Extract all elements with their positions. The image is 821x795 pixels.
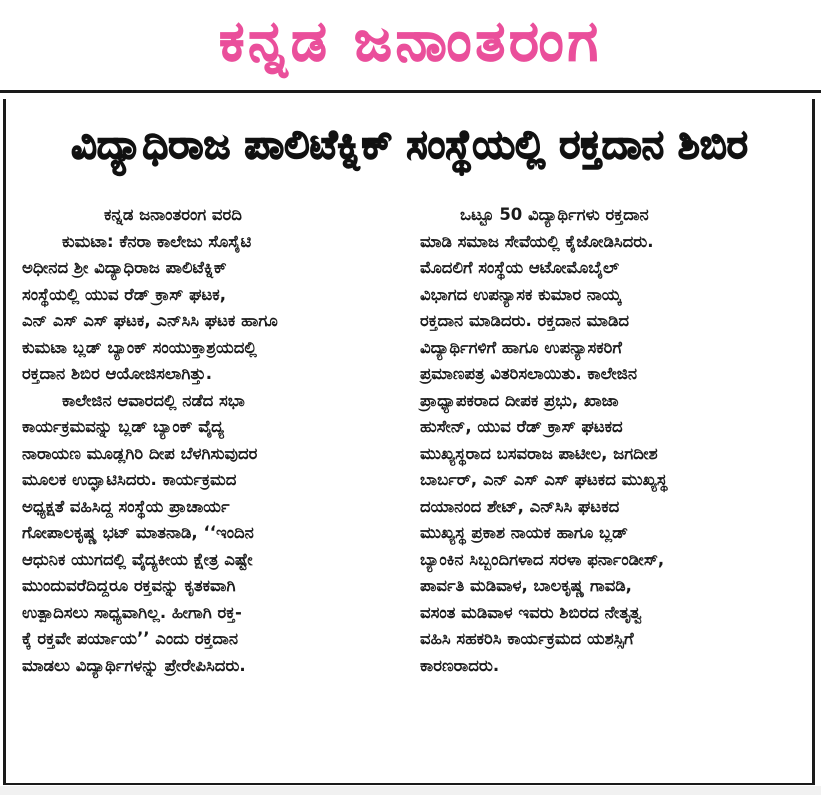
article-line: ಬಾರ್ಬರ್, ಎನ್ ಎಸ್ ಎಸ್ ಘಟಕದ ಮುಖ್ಯಸ್ಥ — [420, 470, 668, 489]
article-line: ಕುಮಟಾ ಬ್ಲಡ್ ಬ್ಯಾಂಕ್ ಸಂಯುಕ್ತಾಶ್ರಯದಲ್ಲಿ — [22, 337, 257, 357]
article-line: ಉತ್ಪಾದಿಸಲು ಸಾಧ್ಯವಾಗಿಲ್ಲ. ಹೀಗಾಗಿ ರಕ್ತ- — [22, 602, 242, 622]
article-line: ಎನ್ ಎಸ್ ಎಸ್ ಘಟಕ, ಎನ್‌ಸಿಸಿ ಘಟಕ ಹಾಗೂ — [22, 311, 278, 330]
article-line: ಪ್ರಾಧ್ಯಾಪಕರಾದ ದೀಪಕ ಪ್ರಭು, ಖಾಜಾ — [420, 390, 619, 410]
article-line: ಮುಖ್ಯಸ್ಥ ಪ್ರಕಾಶ ನಾಯಕ ಹಾಗೂ ಬ್ಲಡ್ — [420, 523, 629, 542]
article-line: ಕುಮಟಾ: ಕೆನರಾ ಕಾಲೇಜು ಸೊಸೈಟಿ — [62, 231, 252, 251]
article-line: ದಯಾನಂದ ಶೇಟ್, ಎನ್‌ಸಿಸಿ ಘಟಕದ — [420, 496, 620, 516]
article-byline: ಕನ್ನಡ ಜನಾಂತರಂಗ ವರದಿ — [104, 205, 242, 224]
article-line: ಕಾರ್ಯಕ್ರಮವನ್ನು ಬ್ಲಡ್ ಬ್ಯಾಂಕ್ ವೈದ್ಯ — [22, 417, 225, 436]
article-line: ವಿಭಾಗದ ಉಪನ್ಯಾಸಕ ಕುಮಾರ ನಾಯ್ಕ — [420, 284, 622, 304]
masthead-rule — [0, 90, 821, 93]
article-line: ಹುಸೇನ್, ಯುವ ರೆಡ್ ಕ್ರಾಸ್ ಘಟಕದ — [420, 417, 623, 436]
article-line: ಮೊದಲಿಗೆ ಸಂಸ್ಥೆಯ ಆಟೋಮೊಬೈಲ್ — [420, 258, 620, 277]
article-line: ಮುಖ್ಯಸ್ಥರಾದ ಬಸವರಾಜ ಪಾಟೀಲ, ಜಗದೀಶ — [420, 443, 658, 463]
article-line: ವಹಿಸಿ ಸಹಕರಿಸಿ ಕಾರ್ಯಕ್ರಮದ ಯಶಸ್ಸಿಗೆ — [420, 629, 634, 648]
article-line: ಕಾಲೇಜಿನ ಆವಾರದಲ್ಲಿ ನಡೆದ ಸಭಾ — [62, 390, 245, 410]
article-line: ವಿದ್ಯಾರ್ಥಿಗಳಿಗೆ ಹಾಗೂ ಉಪನ್ಯಾಸಕರಿಗೆ — [420, 337, 622, 357]
article-line: ಕಾರಣರಾದರು. — [420, 655, 500, 675]
article-line: ಪ್ರಮಾಣಪತ್ರ ವಿತರಿಸಲಾಯಿತು. ಕಾಲೇಜಿನ — [420, 364, 637, 383]
article-line: ಸಂಸ್ಥೆಯಲ್ಲಿ ಯುವ ರೆಡ್ ಕ್ರಾಸ್ ಘಟಕ, — [22, 284, 226, 304]
masthead — [0, 0, 821, 90]
article-line: ಮಾಡಲು ವಿದ್ಯಾರ್ಥಿಗಳನ್ನು ಪ್ರೇರೇಪಿಸಿದರು. — [22, 655, 246, 675]
article-line: ಮೂಲಕ ಉದ್ಘಾಟಿಸಿದರು. ಕಾರ್ಯಕ್ರಮದ — [22, 470, 237, 489]
article-left-column — [22, 202, 402, 679]
article-right-column — [420, 202, 812, 679]
article-line: ಕ್ಕೆ ರಕ್ತವೇ ಪರ್ಯಾಯ’’ ಎಂದು ರಕ್ತದಾನ — [22, 629, 239, 648]
article-headline: ವಿದ್ಯಾಧಿರಾಜ ಪಾಲಿಟೆಕ್ನಿಕ್ ಸಂಸ್ಥೆಯಲ್ಲಿ ರಕ್ತದಾನ ಶಿಬಿರ — [71, 122, 748, 168]
article-line: ಗೋಪಾಲಕೃಷ್ಣ ಭಟ್ ಮಾತನಾಡಿ, ‘‘ಇಂದಿನ — [22, 523, 254, 542]
page-bottom-edge — [0, 786, 821, 795]
article-line: ಬ್ಯಾಂಕಿನ ಸಿಬ್ಬಂದಿಗಳಾದ ಸರಳಾ ಫರ್ನಾಂಡೀಸ್, — [420, 549, 665, 569]
article-line: ವಸಂತ ಮಡಿವಾಳ ಇವರು ಶಿಬಿರದ ನೇತೃತ್ವ — [420, 602, 642, 622]
article-line: ಒಟ್ಟೂ 50 ವಿದ್ಯಾರ್ಥಿಗಳು ರಕ್ತದಾನ — [460, 205, 649, 224]
article-line: ಪಾರ್ವತಿ ಮಡಿವಾಳ, ಬಾಲಕೃಷ್ಣ ಗಾವಡಿ, — [420, 576, 632, 595]
article-line: ಅಧ್ಯಕ್ಷತೆ ವಹಿಸಿದ್ದ ಸಂಸ್ಥೆಯ ಪ್ರಾಚಾರ್ಯ — [22, 496, 230, 516]
newspaper-name: ಕನ್ನಡ ಜನಾಂತರಂಗ — [219, 9, 602, 74]
article-line: ಮುಂದುವರೆದಿದ್ದರೂ ರಕ್ತವನ್ನು ಕೃತಕವಾಗಿ — [22, 576, 236, 595]
article-line: ಮಾಡಿ ಸಮಾಜ ಸೇವೆಯಲ್ಲಿ ಕೈಜೋಡಿಸಿದರು. — [420, 231, 654, 251]
article-line: ರಕ್ತದಾನ ಮಾಡಿದರು. ರಕ್ತದಾನ ಮಾಡಿದ — [420, 311, 630, 330]
article-line: ಆಧುನಿಕ ಯುಗದಲ್ಲಿ ವೈದ್ಯಕೀಯ ಕ್ಷೇತ್ರ ಎಷ್ಟೇ — [22, 549, 253, 569]
article-line: ರಕ್ತದಾನ ಶಿಬಿರ ಆಯೋಜಿಸಲಾಗಿತ್ತು. — [22, 364, 213, 383]
article-line: ಅಧೀನದ ಶ್ರೀ ವಿದ್ಯಾಧಿರಾಜ ಪಾಲಿಟೆಕ್ನಿಕ್ — [22, 258, 227, 277]
article-line: ನಾರಾಯಣ ಮೂಡ್ಲಗಿರಿ ದೀಪ ಬೆಳಗಿಸುವುದರ — [22, 443, 258, 463]
